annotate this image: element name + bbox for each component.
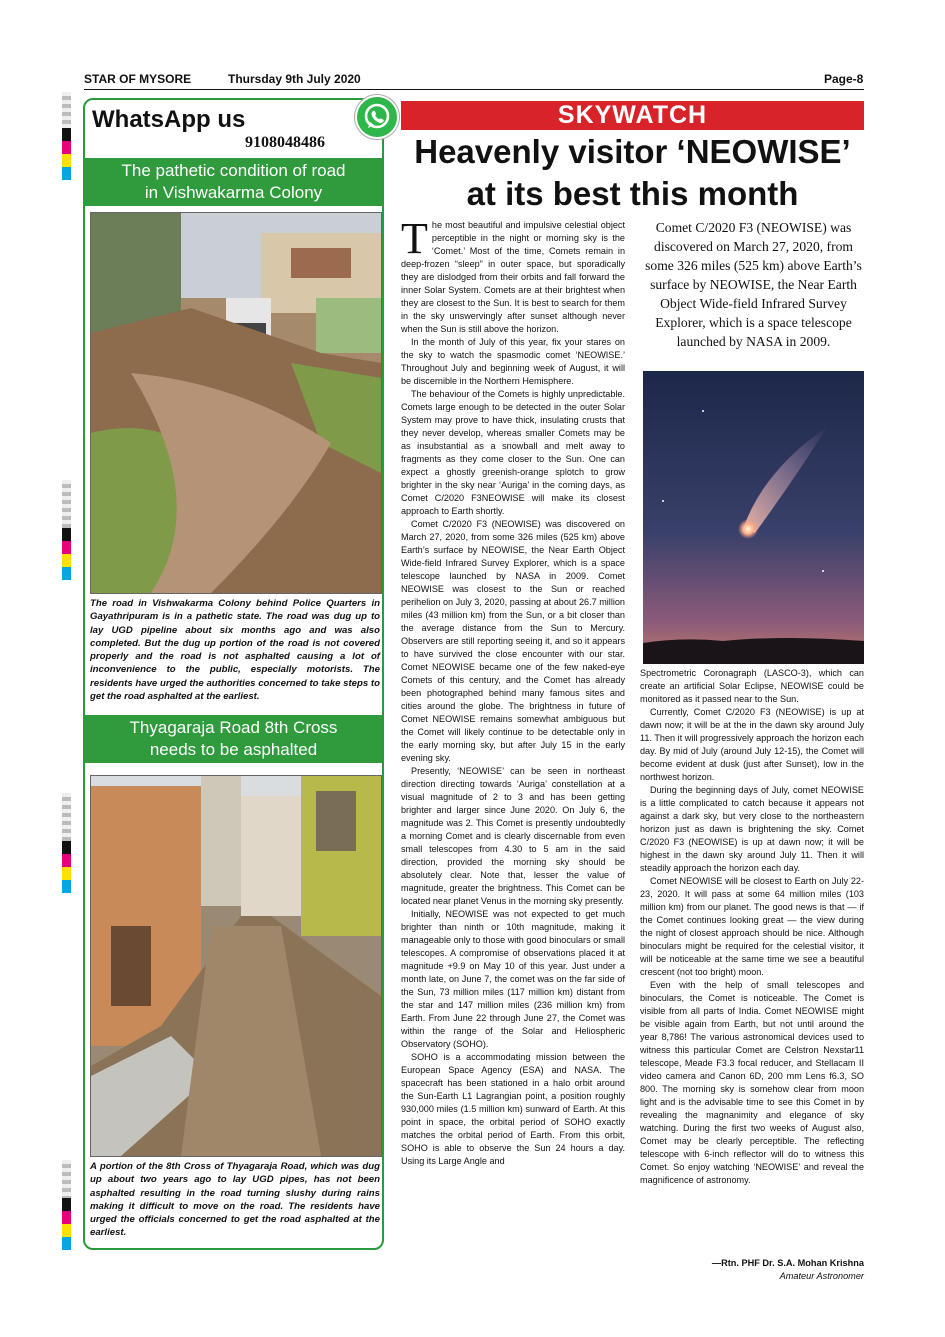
byline: —Rtn. PHF Dr. S.A. Mohan Krishna	[711, 1258, 864, 1268]
header-rule	[84, 89, 864, 90]
article-paragraph: Initially, NEOWISE was not expected to get much brighter than ninth or 10th magnitude, making it manageable only to those with good binoculars or small telescopes. A compromise of observations placed it at magnitude +9.9 on May 10 of this year. Just under a month late, on June 7, the comet was on the far side of the Sun, 73 million miles (117 million km) distant from the star and 147 million miles (236 million km) from Earth. From June 22 through June 27, the Comet was within the range of the Solar and Heliospheric Observatory (SOHO).	[401, 909, 625, 1049]
pull-quote: Comet C/2020 F3 (NEOWISE) was discovered on March 27, 2020, from some 326 miles (525 km) above Earth’s surface by NEOWISE, the Near Earth Object Wide-field Infrared Survey Explorer, which is a space telescope launched by NASA in 2009.	[645, 220, 862, 349]
story2-photo	[90, 775, 382, 1157]
story1-caption: The road in Vishwakarma Colony behind Police Quarters in Gayathripuram is in a pathetic state. The road was dug up to lay UGD pipeline about six months ago and was also completed. But the dug up portion of the road is not covered properly and the road is not asphalted causing a lot of inconvenience to the public, especially motorists. The residents have urged the authorities concerned to take steps to get the road asphalted at the earliest.	[90, 598, 380, 703]
registration-marks-4	[62, 1160, 71, 1250]
article-paragraph: During the beginning days of July, comet NEOWISE is a little complicated to catch because it appears not against a dark sky, but very close to the northeastern horizon just as dawn is brightening the sky. Comet C/2020 F3 (NEOWISE) is up at dawn now; it will be highest in the dawn sky around July 11. Then it will steadily approach the horizon each day.	[640, 785, 864, 873]
headline-line2: at its best this month	[466, 175, 799, 212]
whatsapp-number[interactable]: 9108048486	[245, 134, 325, 151]
headline-line1: Heavenly visitor ‘NEOWISE’	[414, 133, 851, 170]
drop-cap: T	[401, 214, 428, 263]
whatsapp-icon	[355, 95, 399, 139]
article-paragraph: he most beautiful and impulsive celestial object perceptible in the night or morning sky is the ‘Comet.’ Most of the time, Comets remain in deep-frozen “sleep” in outer space, but sporadically they are dislodged from their orbits and fall forward the inner Solar System. Comets are at their brightest when they are closest to the Sun. It is best to search for them in the sky unswervingly after sunset although never when the Sun is still above the horizon.	[401, 220, 625, 334]
article-column-2	[640, 667, 864, 1187]
section-banner: SKYWATCH	[401, 101, 864, 130]
article-paragraph: In the month of July of this year, fix your stares on the sky to watch the spasmodic comet ‘NEOWISE.’ Throughout July and beginning week of August, it will be discernible in the Northern Hemisphere.	[401, 337, 625, 386]
article-paragraph: Spectrometric Coronagraph (LASCO-3), which can create an artificial Solar Eclipse, NEOWISE could be monitored as it passed near to the Sun.	[640, 668, 864, 704]
registration-marks-2	[62, 480, 71, 580]
story1-photo	[90, 212, 382, 594]
story2-heading-line2: needs to be asphalted	[149, 740, 318, 759]
story1-heading-line1: The pathetic condition of road	[121, 161, 346, 180]
registration-marks-3	[62, 793, 71, 893]
page-number: Page-8	[824, 72, 864, 86]
byline-title: Amateur Astronomer	[779, 1271, 864, 1281]
article-paragraph: Even with the help of small telescopes and binoculars, the Comet is noticeable. The Comet is visible from all parts of India. Comet NEOWISE might be visible again from Earth, but not until around the year 8,786! The various astronomical devices used to witness this particular Comet are Celstron Nexstar11 telescope, Meade F3.3 focal reducer, and Stellacam II video camera and Canon 6D, 200 mm Lens f6.3, SO 800. The morning sky is somehow clear from moon light and is the advisable time to see this Comet in by revealing the magnanimity and elegance of sky watching. During the first two weeks of August also, Comet may be clearly perceptible. The reflecting telescope with 6-inch reflector will do to witness this Comet. So enjoy watching ‘NEOWISE’ and reveal the magnificence of astronomy.	[640, 980, 864, 1185]
story1-heading-line2: in Vishwakarma Colony	[144, 183, 323, 202]
article-paragraph: Comet NEOWISE will be closest to Earth on July 22-23, 2020. It will pass at some 64 million miles (103 million km) from our planet. The good news is that — if the Comet continues looking great — the view during the night of closest approach should be nice. Although binoculars might be required for the celestial visitor, it will be noticeable at the same time we see a beautiful crescent (not too bright) moon.	[640, 876, 864, 977]
article-column-1	[401, 214, 625, 1168]
article-paragraph: Currently, Comet C/2020 F3 (NEOWISE) is up at dawn now; it will be at the in the dawn sky around July 11. Then it will progressively approach the horizon each day. By mid of July (around July 12-15), the Comet will become evident at dusk (just after Sunset), low in the northwest horizon.	[640, 707, 864, 782]
paper-name: STAR OF MYSORE	[84, 72, 192, 86]
issue-date: Thursday 9th July 2020	[228, 72, 361, 86]
story2-heading-line1: Thyagaraja Road 8th Cross	[129, 718, 338, 737]
story2-caption: A portion of the 8th Cross of Thyagaraja Road, which was dug up about two years ago to lay UGD pipes, has not been asphalted resulting in the road turning slushy during rains making it difficult to move on the road. The residents have urged the officials concerned to get the road asphalted at the earliest.	[90, 1161, 380, 1239]
whatsapp-title: WhatsApp us	[92, 106, 246, 133]
article-paragraph: The behaviour of the Comets is highly unpredictable. Comets large enough to be detected in the outer Solar System may prove to have thick, insulating crusts that they never develop, whereas smaller Comets may be as insubstantial as a snowball and melt away to fragments as they come closer to the Sun. One can expect a ghostly greenish-orange splotch to grow brighter in the sky near ‘Auriga’ in the coming days, as Comet C/2020 F3NEOWISE will make its closest approach to Earth shortly.	[401, 389, 625, 516]
story2-heading	[85, 715, 382, 763]
article-paragraph: SOHO is a accommodating mission between the European Space Agency (ESA) and NASA. The spacecraft has been stationed in a halo orbit around the Sun-Earth L1 Lagrangian point, a position roughly 930,000 miles (1.5 million km) sunward of Earth. At this point in space, the orbital period of SOHO exactly matches the orbital period of Earth. From this orbit, SOHO is able to observe the Sun 24 hours a day. Using its Large Angle and	[401, 1052, 625, 1166]
article-paragraph: Comet C/2020 F3 (NEOWISE) was discovered on March 27, 2020, from some 326 miles (525 km) above Earth’s surface by NEOWISE, the Near Earth Object Wide-field Infrared Survey Explorer, which is a space telescope launched by NASA in 2009. Comet NEOWISE was closest to the Sun or reached perihelion on July 3, 2020, passing at about 26.7 million miles (43 million km) from the Sun, or a bit closer than the average distance from the Sun to Mercury. Observers are still reporting seeing it, and so it appears to have survived the close encounter with our star. Comet NEOWISE became one of the few naked-eye Comets of this century, and the Comet has already been photographed behind many famous sites and cities around the globe. The brightness in future of Comet NEOWISE remains somewhat ambiguous but the Comet will likely continue to be detectable only in the early morning sky, but after July 15 in the early evening sky.	[401, 519, 625, 763]
article-paragraph: Presently, ‘NEOWISE’ can be seen in northeast direction directing towards ‘Auriga’ constellation at a visual magnitude of 2 to 3 and has been getting brighter and larger since June 2020. On July 6, the magnitude was 2. This Comet is presently undoubtedly a morning Comet and is clearly discernable from even small telescopes from 4.30 to 5 am in the said direction, provided the morning sky should be absolutely clear. Note that, lesser the value of magnitude, greater the brightness. This Comet can be located near planet Venus in the morning sky presently.	[401, 766, 625, 906]
comet-photo	[643, 371, 864, 664]
story1-heading	[85, 158, 382, 206]
registration-marks-top	[62, 92, 71, 180]
